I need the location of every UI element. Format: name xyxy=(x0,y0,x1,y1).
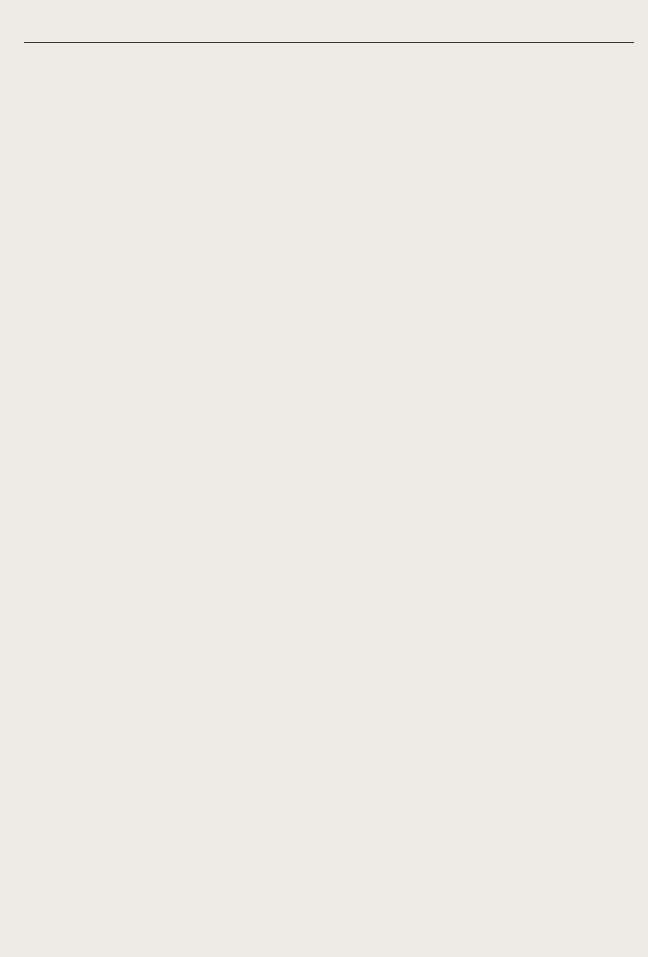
header-rule xyxy=(24,42,634,43)
